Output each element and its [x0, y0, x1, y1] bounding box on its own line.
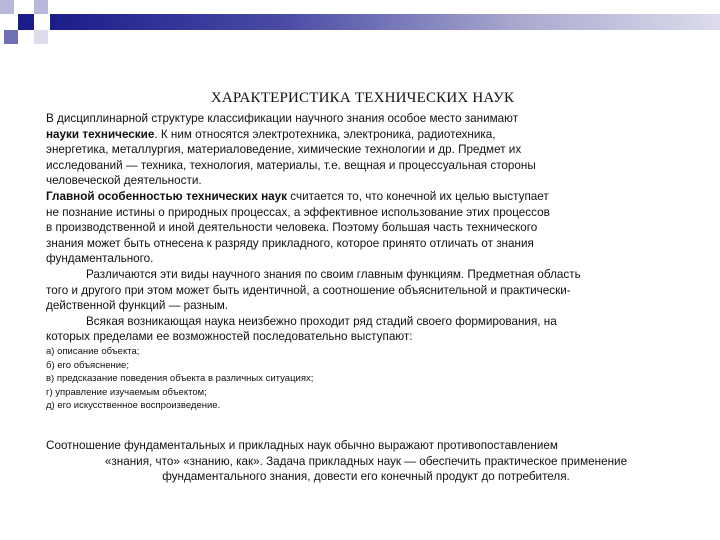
stage-item: д) его искусственное воспроизведение. [46, 400, 221, 412]
text-line: Главной особенностью технических наук считается то, что конечной их целью выступает [46, 189, 549, 203]
text-line: исследований — техника, технология, материалы, т.е. вещная и процессуальная стороны [46, 158, 536, 172]
main-text [46, 111, 686, 413]
stage-item: а) описание объекта; [46, 345, 140, 357]
text-line: науки технические. К ним относятся электротехника, электроника, радиотехника, [46, 127, 496, 141]
text-line: Различаются эти виды научного знания по своим главным функциям. Предметная область [86, 267, 581, 281]
page-title: ХАРАКТЕРИСТИКА ТЕХНИЧЕСКИХ НАУК [210, 90, 515, 106]
conclusion-text [46, 438, 686, 485]
text-line: фундаментального. [46, 252, 154, 266]
emphasis: Главной особенностью технических наук [46, 189, 288, 203]
header-decoration [0, 0, 720, 50]
stage-item: б) его объяснение; [46, 359, 129, 371]
deco-square-light [34, 0, 48, 14]
stage-item: в) предсказание поведения объекта в различных ситуациях; [46, 373, 314, 385]
text-line: Соотношение фундаментальных и прикладных наук обычно выражают противопоставлением [46, 439, 558, 452]
deco-square-light [0, 0, 14, 14]
text-line: В дисциплинарной структуре классификации научного знания особое место занимают [46, 112, 519, 125]
text-line: в производственной и иной деятельности человека. Поэтому большая часть технического [46, 221, 538, 235]
text-line: Всякая возникающая наука неизбежно проходит ряд стадий своего формирования, на [86, 314, 557, 328]
text-line: фундаментального знания, довести его конечный продукт до потребителя. [162, 470, 570, 484]
text-line: энергетика, металлургия, материаловедение, химические технологии и др. Предмет их [46, 143, 522, 157]
text-line: человеческой деятельности. [46, 174, 202, 188]
text-line: которых пределами ее возможностей последовательно выступают: [46, 330, 413, 344]
emphasis: науки технические [46, 127, 155, 141]
deco-square-dark [18, 14, 34, 30]
stage-item: г) управление изучаемым объектом; [46, 386, 207, 398]
text-line: знания может быть отнесена к разряду прикладного, которое принято отличать от знания [46, 236, 534, 250]
header-gradient-bar [50, 14, 720, 30]
text-line: не познание истины о природных процессах, а эффективное использование этих процессов [46, 205, 550, 219]
text-line: «знания, что» «знанию, как». Задача прикладных наук — обеспечить практическое применение [104, 454, 628, 468]
text-line: действенной функций — разным. [46, 299, 229, 313]
text-line: того и другого при этом может быть идентичной, а соотношение объяснительной и практически- [46, 283, 571, 297]
deco-square-mid [4, 30, 18, 44]
deco-square-pale [34, 30, 48, 44]
